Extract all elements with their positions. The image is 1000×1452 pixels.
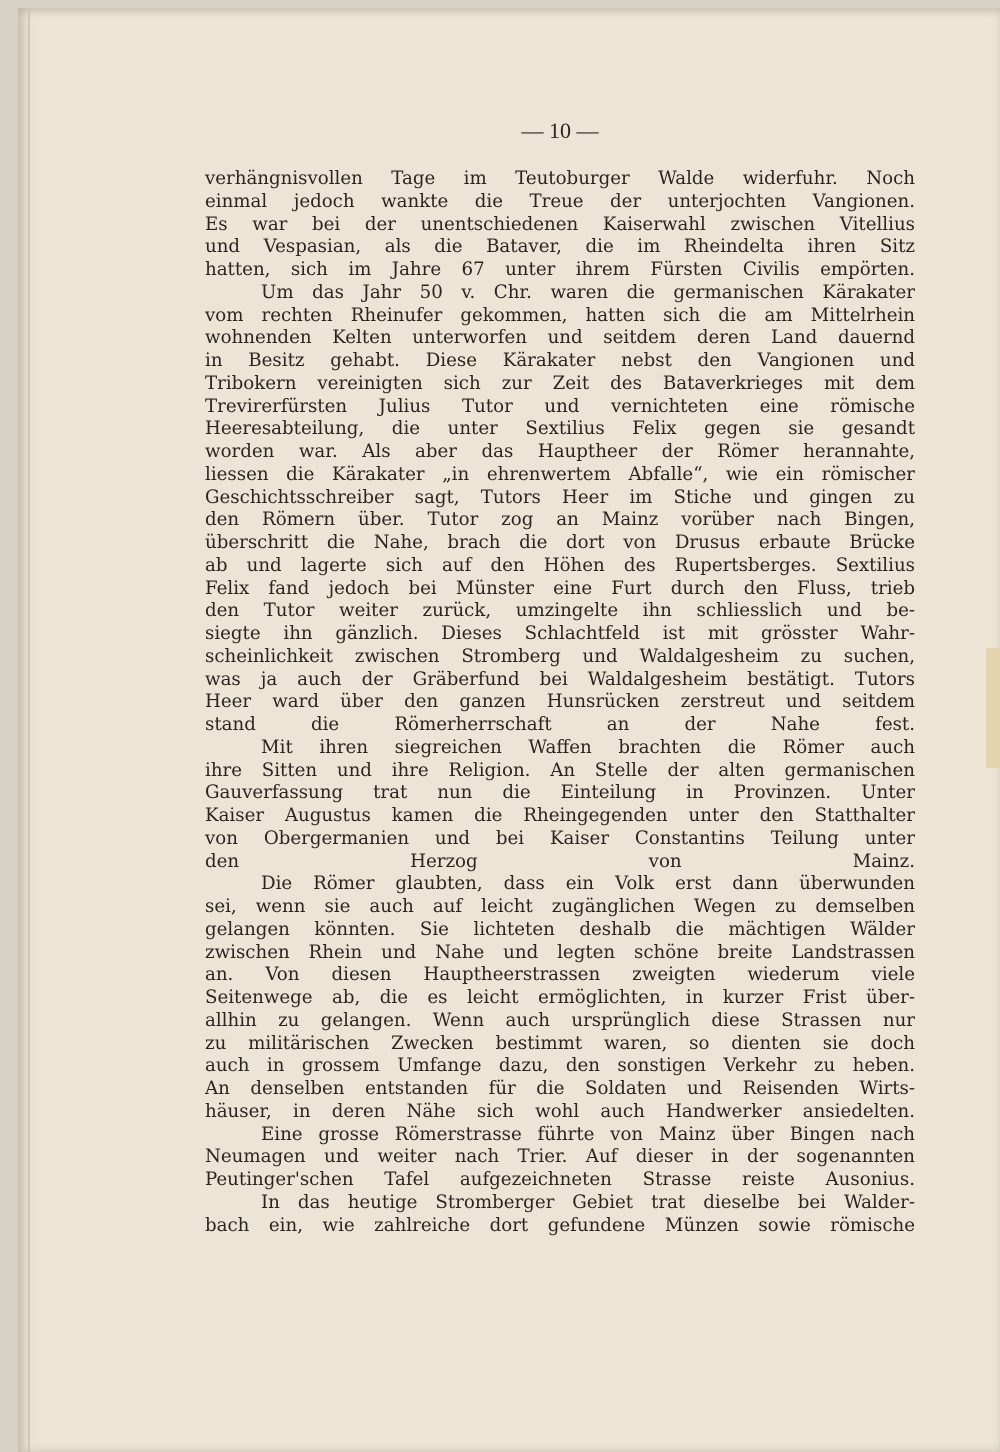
text-line: Seitenwege ab, die es leicht ermöglichten, in kurzer Frist über-: [205, 987, 915, 1008]
text-line: von Obergermanien und bei Kaiser Constantins Teilung unter: [205, 827, 915, 849]
text-line: wohnenden Kelten unterworfen und seitdem deren Land dauernd: [205, 327, 915, 349]
text-line: was ja auch der Gräberfund bei Waldalgesheim bestätigt. Tutors: [205, 668, 915, 690]
text-line: zwischen Rhein und Nahe und legten schöne breite Landstrassen: [205, 941, 915, 963]
text-line: scheinlichkeit zwischen Stromberg und Waldalgesheim zu suchen,: [205, 645, 915, 667]
text-line: Geschichtsschreiber sagt, Tutors Heer im Stiche und gingen zu: [205, 486, 915, 508]
paragraph: [205, 737, 915, 874]
text-line: Die Römer glaubten, dass ein Volk erst dann überwunden: [261, 873, 915, 895]
binding-edge: [28, 8, 30, 1452]
paragraph: [205, 1124, 915, 1192]
paragraph: [205, 1192, 915, 1238]
text-line: und Vespasian, als die Bataver, die im Rheindelta ihren Sitz: [205, 236, 915, 258]
text-line: worden war. Als aber das Hauptheer der Römer herannahte,: [205, 441, 915, 462]
text-line: überschritt die Nahe, brach die dort von Drusus erbaute Brücke: [205, 532, 915, 553]
text-line: An denselben entstanden für die Soldaten und Reisenden Wirts-: [205, 1078, 915, 1099]
text-line: siegte ihn gänzlich. Dieses Schlachtfeld ist mit grösster Wahr-: [205, 623, 915, 644]
text-line: an. Von diesen Hauptheerstrassen zweigten wiederum viele: [205, 964, 915, 986]
text-line: den Herzog von Mainz.: [205, 850, 915, 872]
page-number: — 10 —: [521, 118, 599, 143]
text-line: sei, wenn sie auch auf leicht zugänglichen Wegen zu demselben: [205, 896, 915, 917]
text-line: Neumagen und weiter nach Trier. Auf dieser in der sogenannten: [205, 1146, 915, 1168]
paragraph: [205, 282, 915, 737]
text-line: in Besitz gehabt. Diese Kärakater nebst den Vangionen und: [205, 350, 915, 371]
text-line: häuser, in deren Nähe sich wohl auch Handwerker ansiedelten.: [205, 1100, 915, 1122]
text-line: liessen die Kärakater „in ehrenwertem Abfalle“, wie ein römischer: [205, 463, 915, 485]
text-line: ihre Sitten und ihre Religion. An Stelle der alten germanischen: [205, 759, 915, 781]
text-line: den Römern über. Tutor zog an Mainz vorüber nach Bingen,: [205, 509, 915, 531]
text-line: Heer ward über den ganzen Hunsrücken zerstreut und seitdem: [205, 691, 915, 713]
text-line: einmal jedoch wankte die Treue der unterjochten Vangionen.: [205, 190, 915, 212]
text-line: Tribokern vereinigten sich zur Zeit des Bataverkrieges mit dem: [205, 372, 915, 394]
text-line: vom rechten Rheinufer gekommen, hatten sich die am Mittelrhein: [205, 304, 915, 326]
text-line: stand die Römerherrschaft an der Nahe fest.: [205, 714, 915, 735]
text-line: Es war bei der unentschiedenen Kaiserwahl zwischen Vitellius: [205, 213, 915, 235]
text-line: allhin zu gelangen. Wenn auch ursprünglich diese Strassen nur: [205, 1009, 915, 1031]
text-line: Felix fand jedoch bei Münster eine Furt durch den Fluss, trieb: [205, 577, 915, 599]
page-edge-tab: [986, 648, 1000, 768]
text-line: ab und lagerte sich auf den Höhen des Rupertsberges. Sextilius: [205, 554, 915, 576]
text-line: bach ein, wie zahlreiche dort gefundene Münzen sowie römische: [205, 1214, 915, 1236]
body-text: [205, 168, 915, 1237]
text-line: zu militärischen Zwecken bestimmt waren, so dienten sie doch: [205, 1032, 915, 1054]
text-line: hatten, sich im Jahre 67 unter ihrem Fürsten Civilis empörten.: [205, 259, 915, 280]
paragraph: [205, 873, 915, 1123]
text-line: gelangen könnten. Sie lichteten deshalb die mächtigen Wälder: [205, 918, 915, 940]
text-line: Peutinger'schen Tafel aufgezeichneten Strasse reiste Ausonius.: [205, 1169, 915, 1190]
text-line: Eine grosse Römerstrasse führte von Mainz über Bingen nach: [261, 1123, 915, 1145]
text-line: Kaiser Augustus kamen die Rheingegenden unter den Statthalter: [205, 805, 915, 826]
text-line: Mit ihren siegreichen Waffen brachten die Römer auch: [261, 736, 915, 758]
text-line: Gauverfassung trat nun die Einteilung in Provinzen. Unter: [205, 782, 915, 804]
text-line: Trevirerfürsten Julius Tutor und vernichteten eine römische: [205, 395, 915, 417]
text-line: auch in grossem Umfange dazu, den sonstigen Verkehr zu heben.: [205, 1055, 915, 1077]
text-line: Heeresabteilung, die unter Sextilius Felix gegen sie gesandt: [205, 418, 915, 440]
text-line: In das heutige Stromberger Gebiet trat dieselbe bei Walder-: [261, 1191, 915, 1213]
text-line: Um das Jahr 50 v. Chr. waren die germanischen Kärakater: [261, 281, 915, 303]
text-line: verhängnisvollen Tage im Teutoburger Walde widerfuhr. Noch: [205, 168, 915, 189]
paragraph: [205, 168, 915, 282]
text-line: den Tutor weiter zurück, umzingelte ihn schliesslich und be-: [205, 600, 915, 622]
